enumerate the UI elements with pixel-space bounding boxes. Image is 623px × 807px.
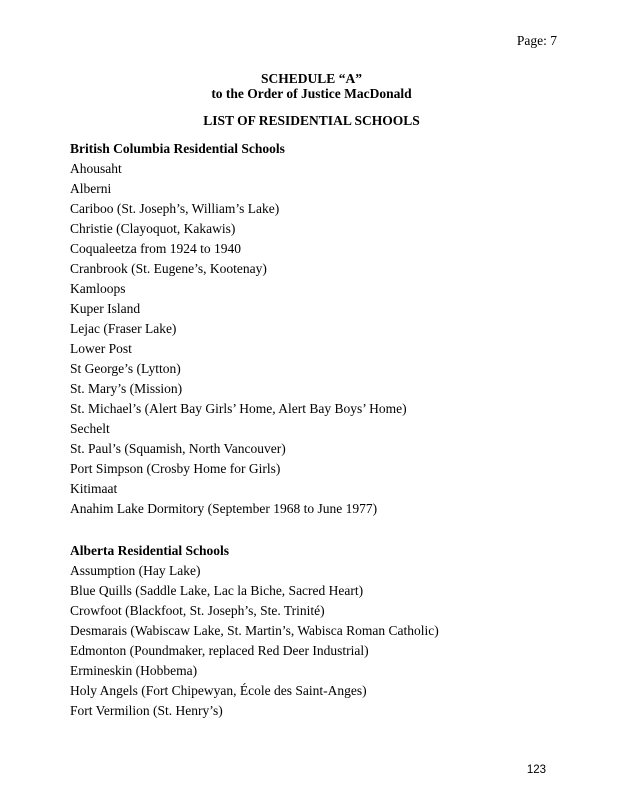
page-number: 123 xyxy=(526,764,546,776)
school-list-item: Ermineskin (Hobbema) xyxy=(70,663,198,678)
section-heading: British Columbia Residential Schools xyxy=(70,141,285,156)
school-list-item: St George’s (Lytton) xyxy=(70,361,181,376)
school-list-item: Ahousaht xyxy=(70,161,122,176)
section-heading: Alberta Residential Schools xyxy=(70,543,230,558)
school-list-item: Lower Post xyxy=(70,341,132,356)
school-list-item: St. Michael’s (Alert Bay Girls’ Home, Alert Bay Boys’ Home) xyxy=(70,401,407,416)
school-list-item: Assumption (Hay Lake) xyxy=(70,563,201,578)
title-line-1: SCHEDULE “A” xyxy=(261,71,362,86)
school-list-item: Kamloops xyxy=(70,281,126,296)
document-title xyxy=(0,71,623,101)
list-title: LIST OF RESIDENTIAL SCHOOLS xyxy=(203,113,420,128)
school-list-item: St. Mary’s (Mission) xyxy=(70,381,183,396)
school-list-item: Port Simpson (Crosby Home for Girls) xyxy=(70,461,281,476)
school-list-item: Holy Angels (Fort Chipewyan, École des Saint-Anges) xyxy=(70,683,367,698)
school-list-item: Anahim Lake Dormitory (September 1968 to June 1977) xyxy=(70,501,378,516)
school-list-item: Cranbrook (St. Eugene’s, Kootenay) xyxy=(70,261,267,276)
school-list-item: Lejac (Fraser Lake) xyxy=(70,321,177,336)
section-item-list xyxy=(70,159,583,519)
school-list-item: Christie (Clayoquot, Kakawis) xyxy=(70,221,236,236)
school-list-item: Desmarais (Wabiscaw Lake, St. Martin’s, Wabisca Roman Catholic) xyxy=(70,623,439,638)
school-list-item: Blue Quills (Saddle Lake, Lac la Biche, Sacred Heart) xyxy=(70,583,364,598)
section-item-list xyxy=(70,561,583,721)
school-list-item: Alberni xyxy=(70,181,112,196)
school-list-item: Coqualeetza from 1924 to 1940 xyxy=(70,241,241,256)
school-list-item: Fort Vermilion (St. Henry’s) xyxy=(70,703,223,718)
school-list-item: Kuper Island xyxy=(70,301,141,316)
school-list-item: Crowfoot (Blackfoot, St. Joseph’s, Ste. Trinité) xyxy=(70,603,325,618)
school-list-item: St. Paul’s (Squamish, North Vancouver) xyxy=(70,441,286,456)
school-list-item: Kitimaat xyxy=(70,481,118,496)
school-list-item: Edmonton (Poundmaker, replaced Red Deer Industrial) xyxy=(70,643,369,658)
title-line-2: to the Order of Justice MacDonald xyxy=(211,86,412,101)
section-alberta xyxy=(70,541,583,721)
page-header-label: Page: 7 xyxy=(516,33,557,48)
school-list-item: Sechelt xyxy=(70,421,110,436)
section-british-columbia xyxy=(70,139,583,519)
school-list-item: Cariboo (St. Joseph’s, William’s Lake) xyxy=(70,201,280,216)
